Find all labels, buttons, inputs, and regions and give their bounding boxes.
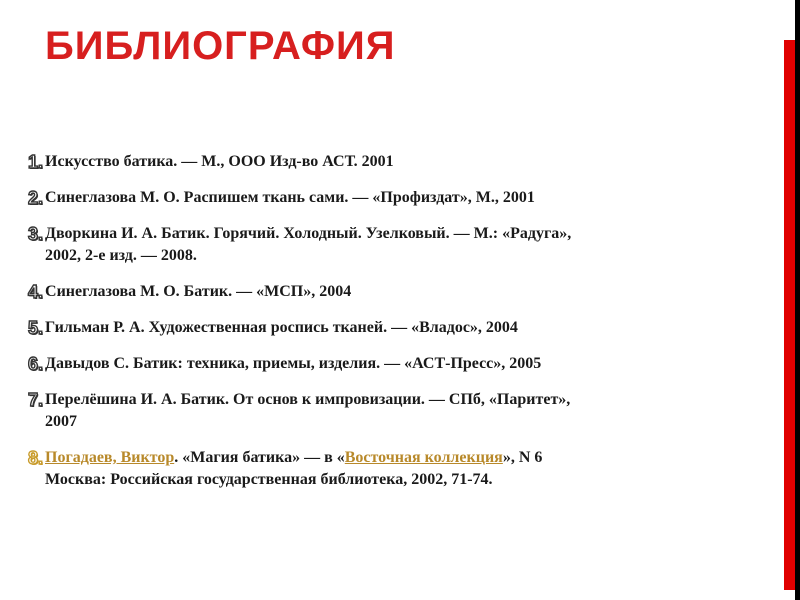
item-number: 3.: [28, 224, 44, 244]
item-text-block: [45, 389, 728, 433]
item-number: 2.: [28, 188, 44, 208]
item-number: 8.: [28, 448, 44, 468]
list-item-6: [28, 353, 728, 375]
item-number: 7.: [28, 390, 44, 410]
item-text-mid: . «Магия батика» — в «: [174, 449, 345, 466]
item-number: 1.: [28, 152, 44, 172]
item-text: Перелёшина И. А. Батик. От основ к импровизации. — СПб, «Паритет»,: [45, 391, 571, 408]
item-text-block: [45, 223, 728, 267]
item-text: Давыдов С. Батик: техника, приемы, изделия. — «АСТ-Пресс», 2005: [45, 355, 542, 372]
page-title: БИБЛИОГРАФИЯ: [45, 24, 396, 68]
accent-bar-dark: [795, 0, 800, 600]
item-text-continuation: 2002, 2-е изд. — 2008.: [45, 247, 197, 264]
author-link[interactable]: Погадаев, Виктор: [45, 449, 175, 466]
accent-bar-red: [784, 40, 795, 590]
item-number: 5.: [28, 318, 44, 338]
item-text: Синеглазова М. О. Распишем ткань сами. — «Профиздат», М., 2001: [45, 189, 535, 206]
item-text-block: [45, 447, 728, 491]
list-item-5: [28, 317, 728, 339]
item-text: Синеглазова М. О. Батик. — «МСП», 2004: [45, 283, 352, 300]
item-text: Искусство батика. — М., ООО Изд-во АСТ. 2001: [45, 153, 394, 170]
item-text: Гильман Р. А. Художественная роспись тканей. — «Владос», 2004: [45, 319, 518, 336]
list-item-2: [28, 187, 728, 209]
item-text-continuation: 2007: [45, 413, 78, 430]
item-number: 4.: [28, 282, 44, 302]
collection-link[interactable]: Восточная коллекция: [344, 449, 503, 466]
list-item-3: [28, 223, 728, 267]
bibliography-list: [28, 151, 728, 505]
item-text-tail: », N 6: [502, 449, 543, 466]
list-item-8: [28, 447, 728, 491]
item-text: Дворкина И. А. Батик. Горячий. Холодный. Узелковый. — М.: «Радуга»,: [45, 225, 572, 242]
item-number: 6.: [28, 354, 44, 374]
list-item-1: [28, 151, 728, 173]
list-item-7: [28, 389, 728, 433]
item-text-continuation: Москва: Российская государственная библиотека, 2002, 71-74.: [45, 471, 493, 488]
list-item-4: [28, 281, 728, 303]
